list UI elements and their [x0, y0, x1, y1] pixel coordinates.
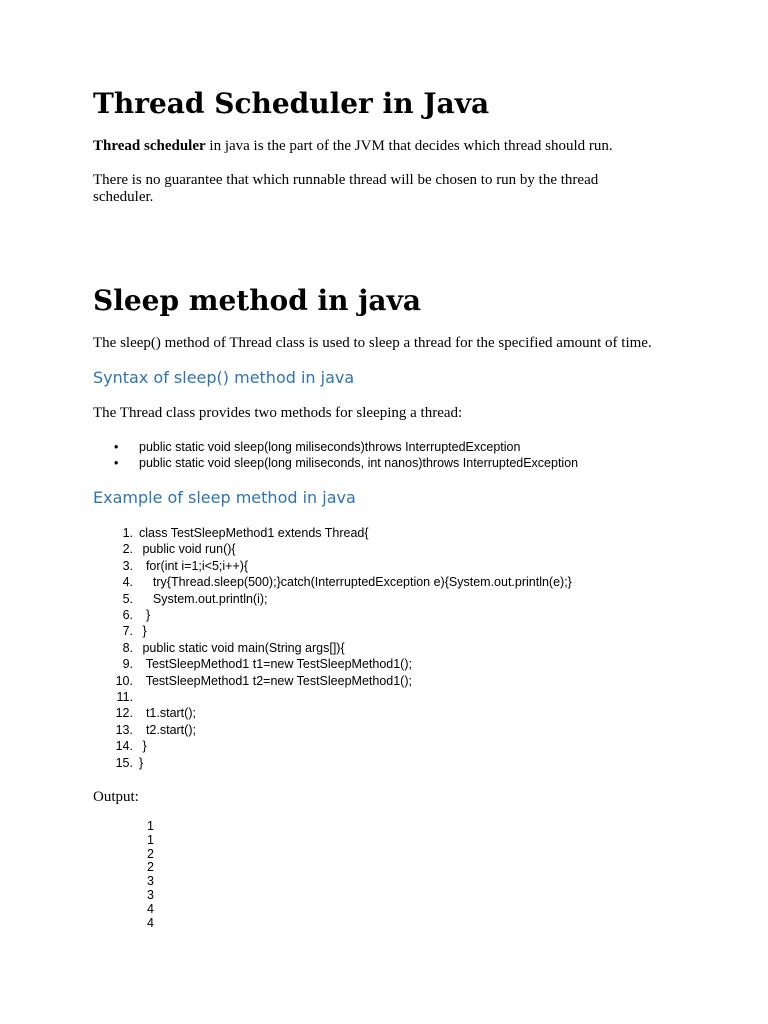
thread-scheduler-title: Thread Scheduler in Java	[93, 87, 490, 120]
method-signature-item	[93, 439, 578, 455]
method-signature-text: public static void sleep(long miliseconds)throws InterruptedException	[139, 440, 521, 454]
code-line-text: public void run(){	[139, 542, 236, 557]
code-line-text: for(int i=1;i<5;i++){	[139, 558, 249, 573]
code-line-number: 2.	[122, 542, 133, 557]
code-line-text: }	[139, 624, 147, 639]
code-line-number: 8.	[122, 640, 133, 655]
code-line	[93, 656, 572, 672]
code-line	[93, 722, 572, 738]
example-heading: Example of sleep method in java	[93, 488, 356, 507]
code-line-number: 11.	[116, 690, 133, 705]
output-value: 2	[147, 860, 154, 875]
code-line-number: 7.	[122, 624, 133, 639]
code-line	[93, 689, 572, 705]
thread-scheduler-definition-text: in java is the part of the JVM that decides which thread should run.	[205, 138, 613, 154]
code-line-text: System.out.println(i);	[139, 591, 268, 606]
code-line-text: }	[139, 739, 147, 754]
output-value: 1	[147, 819, 154, 833]
code-line-number: 3.	[122, 558, 133, 573]
code-line-text: TestSleepMethod1 t1=new TestSleepMethod1();	[139, 657, 412, 672]
code-line-text	[139, 690, 142, 704]
code-line	[93, 525, 572, 541]
code-line	[93, 640, 572, 656]
code-line	[93, 574, 572, 590]
code-line-text: class TestSleepMethod1 extends Thread{	[139, 526, 369, 540]
code-line-text: try{Thread.sleep(500);}catch(InterruptedException e){System.out.println(e);}	[139, 575, 572, 590]
code-line-number: 4.	[122, 575, 133, 590]
code-line-text: TestSleepMethod1 t2=new TestSleepMethod1();	[139, 673, 412, 688]
sleep-method-description: The sleep() method of Thread class is used to sleep a thread for the specified amount of time.	[93, 335, 652, 351]
code-line-number: 14.	[115, 739, 133, 754]
method-signature-item	[93, 455, 578, 471]
code-line-text: }	[139, 755, 144, 770]
code-line	[93, 673, 572, 689]
code-line-number: 13.	[115, 722, 133, 737]
output-values	[147, 820, 154, 930]
code-line-text: }	[139, 608, 151, 623]
code-line-text: t1.start();	[139, 706, 196, 721]
bullet-icon: •	[114, 456, 119, 471]
code-line	[93, 541, 572, 557]
code-listing	[93, 525, 572, 771]
code-line-number: 5.	[122, 591, 133, 606]
output-value: 3	[147, 887, 154, 902]
code-line-number: 10.	[115, 673, 133, 688]
code-line	[93, 623, 572, 639]
code-line	[93, 591, 572, 607]
code-line-number: 1.	[122, 526, 133, 540]
code-line-number: 9.	[122, 657, 133, 672]
output-value: 4	[147, 901, 154, 916]
code-line	[93, 558, 572, 574]
code-line	[93, 738, 572, 754]
thread-scheduler-term: Thread scheduler	[93, 138, 206, 154]
output-value: 3	[147, 874, 154, 889]
bullet-icon: •	[114, 440, 119, 454]
thread-scheduler-definition	[93, 138, 653, 155]
two-methods-paragraph: The Thread class provides two methods for sleeping a thread:	[93, 405, 463, 421]
method-signature-text: public static void sleep(long miliseconds, int nanos)throws InterruptedException	[139, 456, 579, 471]
code-line	[93, 755, 572, 771]
code-line-number: 15.	[115, 755, 133, 770]
code-line-number: 12.	[115, 706, 133, 721]
syntax-heading: Syntax of sleep() method in java	[93, 368, 355, 387]
output-label: Output:	[93, 789, 139, 805]
output-value: 4	[147, 915, 154, 930]
sleep-method-title: Sleep method in java	[93, 284, 421, 317]
code-line-text: t2.start();	[139, 722, 196, 737]
output-value: 1	[147, 832, 154, 847]
output-value: 2	[147, 846, 154, 861]
code-line-text: public static void main(String args[]){	[139, 640, 345, 655]
code-line	[93, 607, 572, 623]
scheduler-guarantee-paragraph: There is no guarantee that which runnable thread will be chosen to run by the thread scheduler.	[93, 172, 599, 205]
sleep-methods-list	[93, 439, 578, 472]
code-line-number: 6.	[122, 608, 133, 623]
code-line	[93, 705, 572, 721]
